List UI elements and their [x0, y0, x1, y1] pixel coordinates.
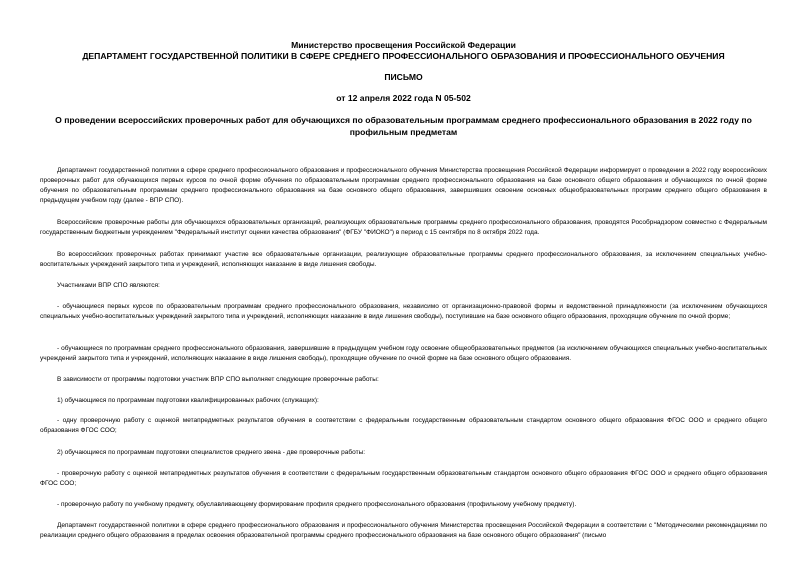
document-subject: О проведении всероссийских проверочных работ для обучающихся по образовательным программам среднего профессионального образования в 2022 году по профильным предметам — [55, 115, 752, 137]
body-paragraph: 2) обучающиеся по программам подготовки специалистов среднего звена - две проверочные работы: — [57, 449, 366, 456]
body-paragraph: - обучающиеся первых курсов по образовательным программам среднего профессионального образования, независимо от организационно-правовой формы и ведомственной принадлежности (за исключением обучающихся специальных учебно-воспитательных учреждений закрытого типа и учреждений, исполняющих наказание в виде лишения свободы), поступившие на базе основного общего образования, проходящие обучение по очной форме; — [40, 303, 767, 321]
body-paragraph: Во всероссийских проверочных работах принимают участие все образовательные организации, реализующие образовательные программы среднего профессионального образования, за исключением специальных учебно-воспитательных учреждений закрытого типа и учреждений, исполняющих наказание в виде лишения свободы. — [40, 251, 767, 269]
body-paragraph: Департамент государственной политики в сфере среднего профессионального образования и профессионального обучения Министерства просвещения Российской Федерации информирует о проведении в 2022 году всероссийских проверочных работ для обучающихся первых курсов по очной форме обучения по образовательным программам среднего профессионального образования на базе основного общего образования и обучающихся по очной форме обучения по образовательным программам среднего профессионального образования на базе основного общего образования, завершивших освоение основных общеобразовательных программ среднего общего образования в предыдущем учебном году (далее - ВПР СПО). — [40, 167, 767, 205]
body-paragraph: - проверочную работу с оценкой метапредметных результатов обучения в соответствии с федеральным государственным образовательным стандартом основного общего образования ФГОС ООО и среднего общего образования ФГОС СОО; — [40, 470, 767, 488]
ministry-name: Министерство просвещения Российской Федерации — [291, 40, 516, 50]
body-paragraph: Департамент государственной политики в сфере среднего профессионального образования и профессионального обучения Министерства просвещения Российской Федерации в соответствии с "Методическими рекомендациями по реализации среднего общего образования в пределах освоения образовательной программы среднего профессионального образования на базе основного общего образования" (письмо — [40, 522, 767, 540]
body-paragraph: Участниками ВПР СПО являются: — [57, 282, 160, 289]
document-date-number: от 12 апреля 2022 года N 05-502 — [336, 93, 471, 103]
body-paragraph: - проверочную работу по учебному предмету, обуславливающему формирование профиля среднего профессионального образования (профильному учебному предмету). — [57, 501, 577, 508]
body-paragraph: - одну проверочную работу с оценкой метапредметных результатов обучения в соответствии с федеральным государственным образовательным стандартом основного общего образования ФГОС ООО и среднего общего образования ФГОС СОО; — [40, 417, 767, 435]
body-paragraph: 1) обучающиеся по программам подготовки квалифицированных рабочих (служащих): — [57, 397, 319, 404]
body-paragraph: - обучающиеся по программам среднего профессионального образования, завершившие в предыдущем учебном году освоение общеобразовательных предметов (за исключением обучающихся специальных учебно-воспитательных учреждений закрытого типа и учреждений, исполняющих наказание в виде лишения свободы), проходящие обучение по очной форме на базе основного общего образования. — [40, 345, 767, 363]
department-name: ДЕПАРТАМЕНТ ГОСУДАРСТВЕННОЙ ПОЛИТИКИ В СФЕРЕ СРЕДНЕГО ПРОФЕССИОНАЛЬНОГО ОБРАЗОВАНИЯ И ПРОФЕССИОНАЛЬНОГО ОБУЧЕНИЯ — [82, 51, 725, 61]
document-type: ПИСЬМО — [384, 72, 423, 82]
body-paragraph: В зависимости от программы подготовки участник ВПР СПО выполняет следующие проверочные работы: — [57, 376, 379, 383]
body-paragraph: Всероссийские проверочные работы для обучающихся образовательных организаций, реализующих образовательные программы среднего профессионального образования, проводятся Рособрнадзором совместно с Федеральным государственным бюджетным учреждением "Федеральный институт оценки качества образования" (ФГБУ "ФИОКО") в период с 15 сентября по 8 октября 2022 года. — [40, 219, 767, 237]
